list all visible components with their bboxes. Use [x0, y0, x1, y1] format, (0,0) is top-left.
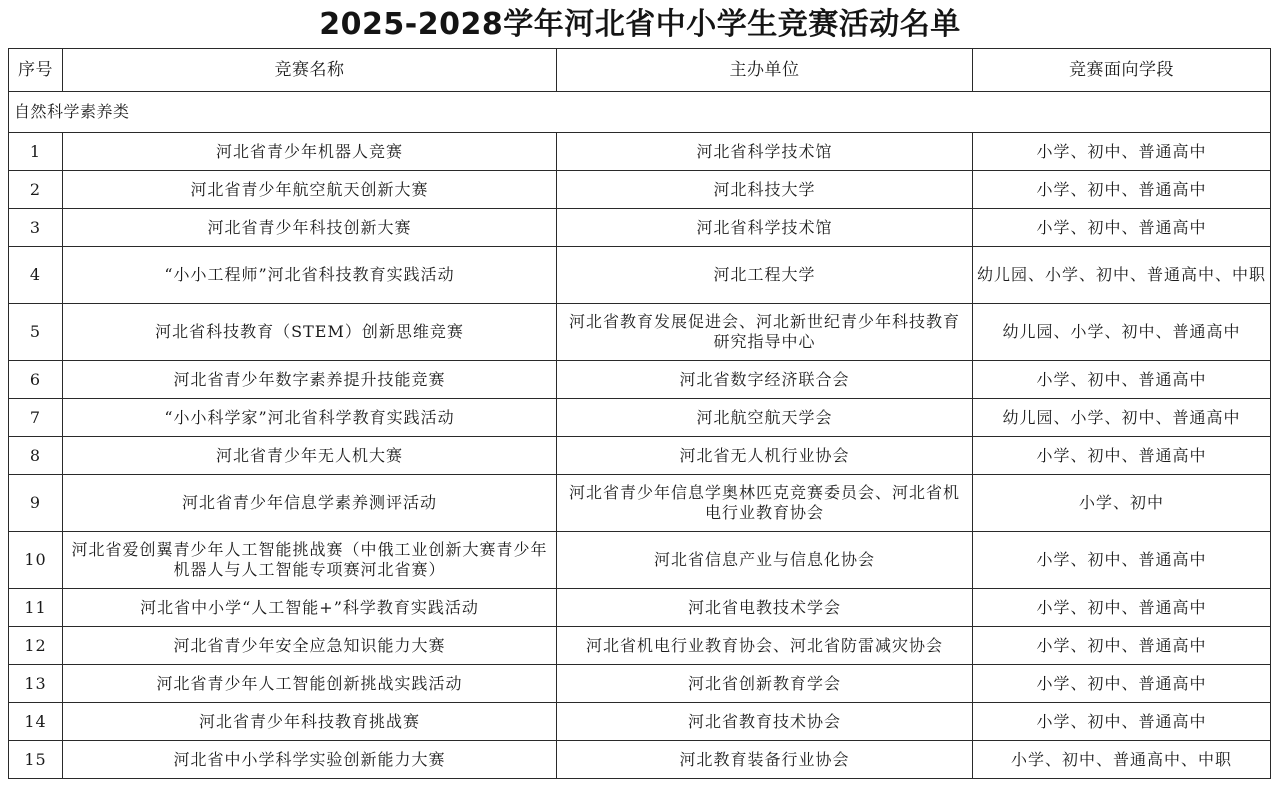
table-row [9, 209, 1271, 247]
cell-school-levels: 小学、初中、普通高中 [973, 209, 1271, 247]
cell-index: 7 [9, 399, 63, 437]
cell-competition-name: 河北省青少年科技创新大赛 [63, 209, 557, 247]
cell-school-levels: 幼儿园、小学、初中、普通高中 [973, 304, 1271, 361]
cell-index: 6 [9, 361, 63, 399]
table-row [9, 665, 1271, 703]
header-organizer: 主办单位 [557, 49, 973, 92]
table-row [9, 703, 1271, 741]
cell-index: 2 [9, 171, 63, 209]
table-row [9, 741, 1271, 779]
cell-organizer: 河北省数字经济联合会 [557, 361, 973, 399]
competition-table [8, 48, 1271, 779]
cell-competition-name: 河北省青少年人工智能创新挑战实践活动 [63, 665, 557, 703]
cell-competition-name: 河北省青少年航空航天创新大赛 [63, 171, 557, 209]
cell-index: 15 [9, 741, 63, 779]
cell-competition-name: 河北省中小学“人工智能+”科学教育实践活动 [63, 589, 557, 627]
cell-competition-name: 河北省中小学科学实验创新能力大赛 [63, 741, 557, 779]
cell-school-levels: 小学、初中、普通高中 [973, 589, 1271, 627]
cell-index: 13 [9, 665, 63, 703]
cell-organizer: 河北省电教技术学会 [557, 589, 973, 627]
cell-school-levels: 小学、初中、普通高中 [973, 361, 1271, 399]
table-row [9, 133, 1271, 171]
cell-school-levels: 幼儿园、小学、初中、普通高中 [973, 399, 1271, 437]
cell-organizer: 河北省青少年信息学奥林匹克竞赛委员会、河北省机电行业教育协会 [557, 475, 973, 532]
category-row [9, 92, 1271, 133]
cell-school-levels: 小学、初中、普通高中 [973, 665, 1271, 703]
cell-organizer: 河北省教育技术协会 [557, 703, 973, 741]
table-row [9, 532, 1271, 589]
cell-competition-name: “小小工程师”河北省科技教育实践活动 [63, 247, 557, 304]
table-body [9, 92, 1271, 779]
header-competition-name: 竞赛名称 [63, 49, 557, 92]
table-row [9, 437, 1271, 475]
cell-competition-name: 河北省青少年信息学素养测评活动 [63, 475, 557, 532]
cell-index: 8 [9, 437, 63, 475]
cell-index: 10 [9, 532, 63, 589]
cell-index: 5 [9, 304, 63, 361]
cell-school-levels: 幼儿园、小学、初中、普通高中、中职 [973, 247, 1271, 304]
cell-index: 14 [9, 703, 63, 741]
cell-school-levels: 小学、初中、普通高中 [973, 532, 1271, 589]
cell-competition-name: 河北省爱创翼青少年人工智能挑战赛（中俄工业创新大赛青少年机器人与人工智能专项赛河北省赛） [63, 532, 557, 589]
table-row [9, 589, 1271, 627]
table-row [9, 247, 1271, 304]
category-label: 自然科学素养类 [9, 92, 1271, 133]
table-row [9, 627, 1271, 665]
cell-organizer: 河北省机电行业教育协会、河北省防雷减灾协会 [557, 627, 973, 665]
cell-school-levels: 小学、初中、普通高中 [973, 703, 1271, 741]
table-row [9, 304, 1271, 361]
table-row [9, 475, 1271, 532]
cell-school-levels: 小学、初中、普通高中 [973, 627, 1271, 665]
cell-index: 11 [9, 589, 63, 627]
cell-organizer: 河北省科学技术馆 [557, 133, 973, 171]
cell-organizer: 河北省教育发展促进会、河北新世纪青少年科技教育研究指导中心 [557, 304, 973, 361]
cell-school-levels: 小学、初中、普通高中 [973, 437, 1271, 475]
cell-school-levels: 小学、初中、普通高中 [973, 171, 1271, 209]
cell-competition-name: “小小科学家”河北省科学教育实践活动 [63, 399, 557, 437]
cell-index: 3 [9, 209, 63, 247]
document-title: 2025-2028学年河北省中小学生竞赛活动名单 [319, 7, 961, 42]
cell-organizer: 河北省创新教育学会 [557, 665, 973, 703]
cell-school-levels: 小学、初中、普通高中 [973, 133, 1271, 171]
cell-competition-name: 河北省青少年科技教育挑战赛 [63, 703, 557, 741]
cell-competition-name: 河北省青少年安全应急知识能力大赛 [63, 627, 557, 665]
cell-organizer: 河北省无人机行业协会 [557, 437, 973, 475]
cell-index: 12 [9, 627, 63, 665]
cell-organizer: 河北教育装备行业协会 [557, 741, 973, 779]
table-row [9, 399, 1271, 437]
cell-index: 9 [9, 475, 63, 532]
cell-organizer: 河北省科学技术馆 [557, 209, 973, 247]
header-index: 序号 [9, 49, 63, 92]
cell-competition-name: 河北省青少年机器人竞赛 [63, 133, 557, 171]
cell-competition-name: 河北省科技教育（STEM）创新思维竞赛 [63, 304, 557, 361]
cell-organizer: 河北工程大学 [557, 247, 973, 304]
cell-organizer: 河北航空航天学会 [557, 399, 973, 437]
cell-school-levels: 小学、初中 [973, 475, 1271, 532]
cell-competition-name: 河北省青少年数字素养提升技能竞赛 [63, 361, 557, 399]
cell-school-levels: 小学、初中、普通高中、中职 [973, 741, 1271, 779]
cell-competition-name: 河北省青少年无人机大赛 [63, 437, 557, 475]
cell-index: 1 [9, 133, 63, 171]
table-row [9, 361, 1271, 399]
cell-organizer: 河北省信息产业与信息化协会 [557, 532, 973, 589]
cell-index: 4 [9, 247, 63, 304]
table-header-row [9, 49, 1271, 92]
cell-organizer: 河北科技大学 [557, 171, 973, 209]
table-row [9, 171, 1271, 209]
header-school-levels: 竞赛面向学段 [973, 49, 1271, 92]
